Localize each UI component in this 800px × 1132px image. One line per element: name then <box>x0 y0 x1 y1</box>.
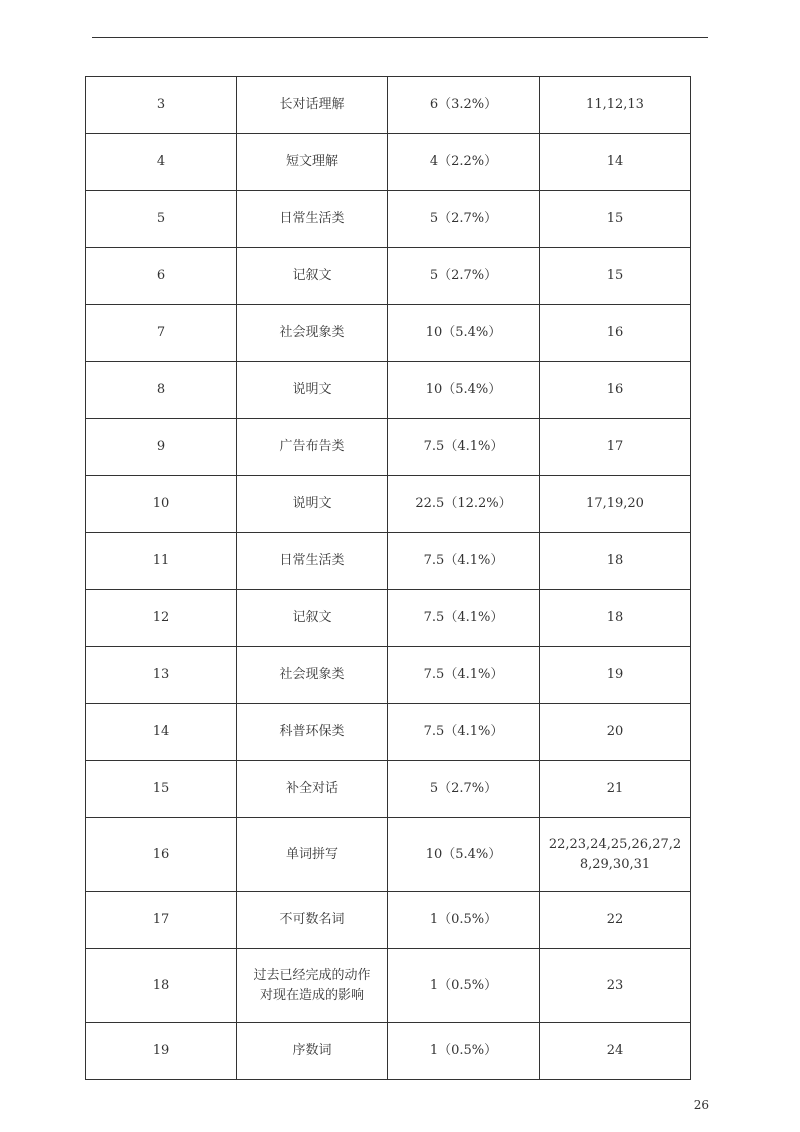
row-number: 17 <box>86 892 237 949</box>
items-cell: 15 <box>540 191 691 248</box>
items-cell: 20 <box>540 704 691 761</box>
items-cell: 14 <box>540 134 691 191</box>
score-cell: 7.5（4.1%） <box>388 704 540 761</box>
page-number: 26 <box>693 1098 709 1112</box>
table-row <box>86 419 691 476</box>
table-row <box>86 818 691 892</box>
score-cell: 10（5.4%） <box>388 818 540 892</box>
table-row <box>86 949 691 1023</box>
row-number: 7 <box>86 305 237 362</box>
items-cell: 19 <box>540 647 691 704</box>
items-cell: 23 <box>540 949 691 1023</box>
topic-cell: 过去已经完成的动作对现在造成的影响 <box>237 949 388 1023</box>
row-number: 5 <box>86 191 237 248</box>
table-row <box>86 892 691 949</box>
table-row <box>86 362 691 419</box>
row-number: 12 <box>86 590 237 647</box>
table-row <box>86 305 691 362</box>
items-cell: 17 <box>540 419 691 476</box>
topic-cell: 说明文 <box>237 476 388 533</box>
score-cell: 4（2.2%） <box>388 134 540 191</box>
row-number: 6 <box>86 248 237 305</box>
table-row <box>86 77 691 134</box>
table-row <box>86 134 691 191</box>
table-row <box>86 248 691 305</box>
items-cell: 24 <box>540 1023 691 1080</box>
topic-cell: 社会现象类 <box>237 647 388 704</box>
row-number: 19 <box>86 1023 237 1080</box>
items-cell: 16 <box>540 362 691 419</box>
score-cell: 6（3.2%） <box>388 77 540 134</box>
table-row <box>86 761 691 818</box>
score-cell: 1（0.5%） <box>388 1023 540 1080</box>
table-row <box>86 191 691 248</box>
score-distribution-table <box>85 76 691 1080</box>
topic-cell: 广告布告类 <box>237 419 388 476</box>
topic-cell: 科普环保类 <box>237 704 388 761</box>
score-cell: 5（2.7%） <box>388 191 540 248</box>
score-cell: 1（0.5%） <box>388 892 540 949</box>
table-body <box>86 77 691 1080</box>
items-cell: 21 <box>540 761 691 818</box>
table-row <box>86 647 691 704</box>
score-cell: 7.5（4.1%） <box>388 419 540 476</box>
items-cell: 15 <box>540 248 691 305</box>
topic-cell: 短文理解 <box>237 134 388 191</box>
items-cell: 17,19,20 <box>540 476 691 533</box>
row-number: 18 <box>86 949 237 1023</box>
table-row <box>86 704 691 761</box>
topic-cell: 补全对话 <box>237 761 388 818</box>
row-number: 14 <box>86 704 237 761</box>
score-cell: 5（2.7%） <box>388 248 540 305</box>
score-cell: 7.5（4.1%） <box>388 647 540 704</box>
table-row <box>86 533 691 590</box>
row-number: 13 <box>86 647 237 704</box>
topic-cell: 日常生活类 <box>237 533 388 590</box>
topic-cell: 序数词 <box>237 1023 388 1080</box>
row-number: 4 <box>86 134 237 191</box>
topic-cell: 记叙文 <box>237 590 388 647</box>
topic-cell: 说明文 <box>237 362 388 419</box>
header-rule <box>92 37 708 38</box>
score-cell: 7.5（4.1%） <box>388 533 540 590</box>
table-row <box>86 476 691 533</box>
items-cell: 18 <box>540 533 691 590</box>
row-number: 9 <box>86 419 237 476</box>
row-number: 15 <box>86 761 237 818</box>
score-cell: 5（2.7%） <box>388 761 540 818</box>
items-cell: 11,12,13 <box>540 77 691 134</box>
score-cell: 22.5（12.2%） <box>388 476 540 533</box>
score-cell: 10（5.4%） <box>388 305 540 362</box>
row-number: 3 <box>86 77 237 134</box>
topic-cell: 长对话理解 <box>237 77 388 134</box>
items-cell: 18 <box>540 590 691 647</box>
row-number: 8 <box>86 362 237 419</box>
table-row <box>86 590 691 647</box>
items-cell: 22,23,24,25,26,27,28,29,30,31 <box>540 818 691 892</box>
topic-cell: 不可数名词 <box>237 892 388 949</box>
score-cell: 7.5（4.1%） <box>388 590 540 647</box>
topic-cell: 日常生活类 <box>237 191 388 248</box>
topic-cell: 单词拼写 <box>237 818 388 892</box>
score-cell: 1（0.5%） <box>388 949 540 1023</box>
score-cell: 10（5.4%） <box>388 362 540 419</box>
row-number: 16 <box>86 818 237 892</box>
topic-cell: 社会现象类 <box>237 305 388 362</box>
row-number: 11 <box>86 533 237 590</box>
topic-cell: 记叙文 <box>237 248 388 305</box>
row-number: 10 <box>86 476 237 533</box>
items-cell: 16 <box>540 305 691 362</box>
items-cell: 22 <box>540 892 691 949</box>
table-row <box>86 1023 691 1080</box>
